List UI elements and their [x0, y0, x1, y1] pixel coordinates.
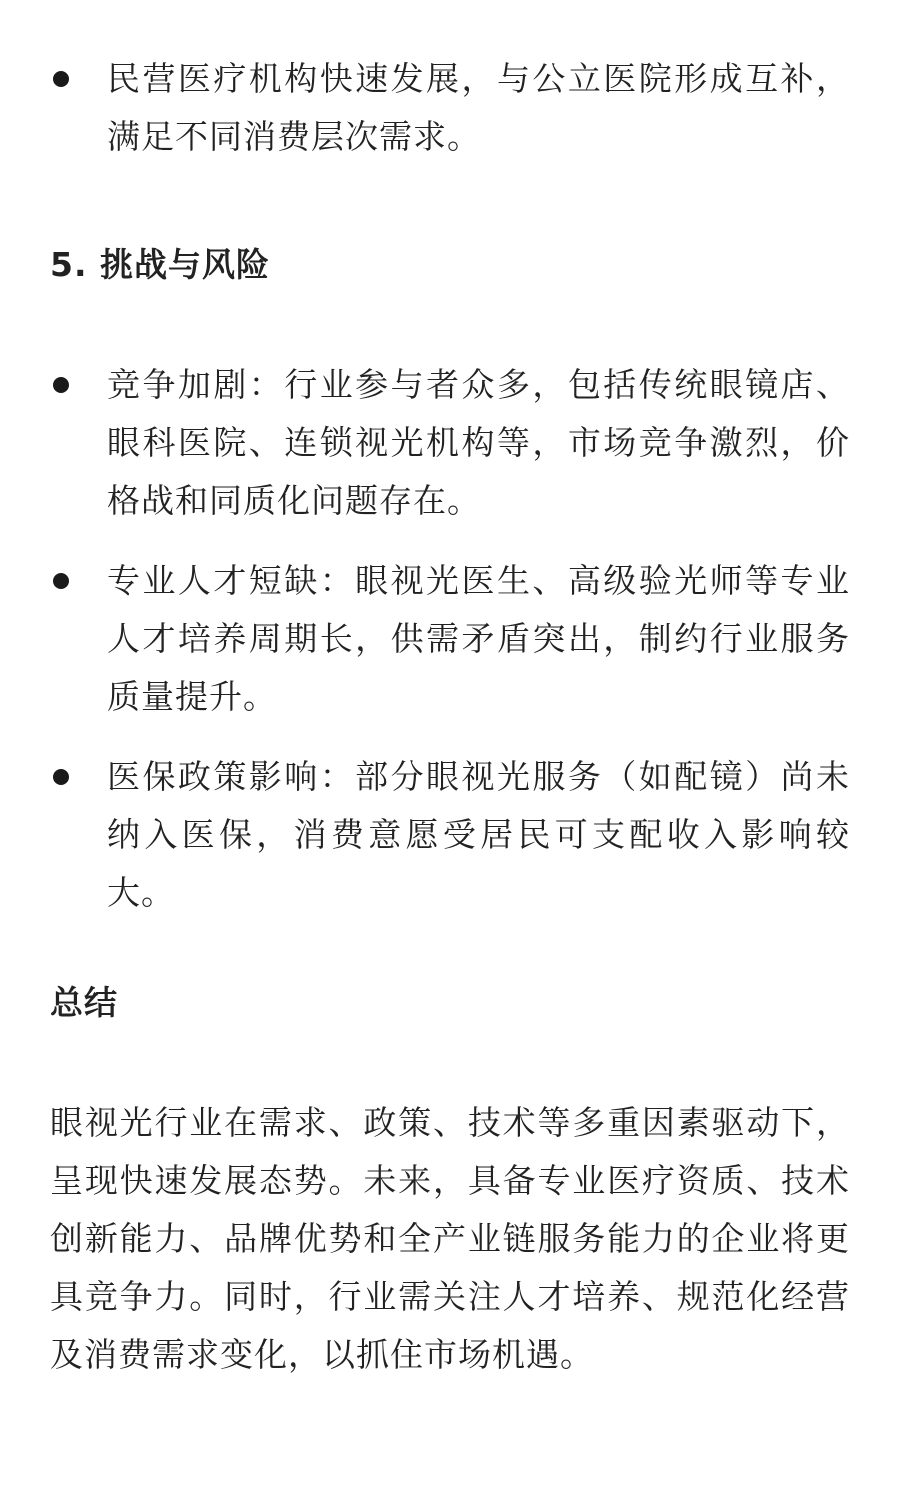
- list-item: [50, 748, 850, 922]
- list-item: [50, 552, 850, 726]
- bullet-icon: [53, 377, 69, 393]
- bullet-icon: [53, 769, 69, 785]
- list-item-text: 民营医疗机构快速发展，与公立医院形成互补，满足不同消费层次需求。: [107, 59, 850, 156]
- section-heading-challenges: 5. 挑战与风险: [50, 245, 270, 284]
- bullet-list-challenges: [50, 356, 850, 922]
- bullet-icon: [53, 573, 69, 589]
- bullet-list-top: [50, 50, 850, 166]
- list-item-text: 竞争加剧：行业参与者众多，包括传统眼镜店、眼科医院、连锁视光机构等，市场竞争激烈，价格战和同质化问题存在。: [107, 365, 850, 520]
- bullet-icon: [53, 71, 69, 87]
- section-heading-summary: 总结: [50, 983, 118, 1022]
- list-item: [50, 356, 850, 530]
- list-item: [50, 50, 850, 166]
- summary-paragraph: 眼视光行业在需求、政策、技术等多重因素驱动下，呈现快速发展态势。未来，具备专业医疗资质、技术创新能力、品牌优势和全产业链服务能力的企业将更具竞争力。同时，行业需关注人才培养、规范化经营及消费需求变化，以抓住市场机遇。: [50, 1103, 850, 1374]
- list-item-text: 专业人才短缺：眼视光医生、高级验光师等专业人才培养周期长，供需矛盾突出，制约行业服务质量提升。: [107, 561, 850, 716]
- list-item-text: 医保政策影响：部分眼视光服务（如配镜）尚未纳入医保，消费意愿受居民可支配收入影响较大。: [107, 757, 850, 912]
